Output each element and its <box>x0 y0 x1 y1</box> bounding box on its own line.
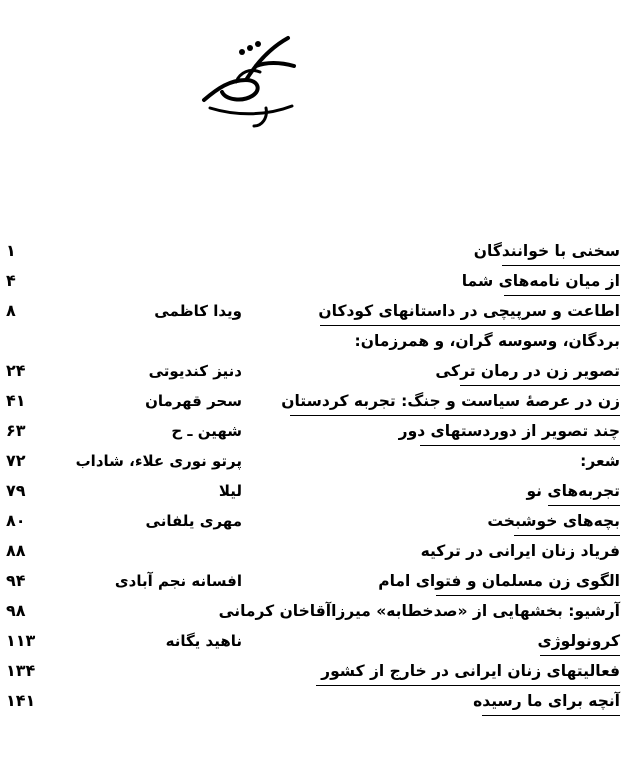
toc-entry[interactable] <box>0 356 628 386</box>
entry-page: ۸۸ <box>6 541 26 560</box>
entry-author: مهری یلفانی <box>145 512 242 530</box>
entry-page: ۴ <box>6 271 16 290</box>
toc-entry[interactable] <box>0 596 628 626</box>
entry-author: سحر قهرمان <box>145 392 242 410</box>
entry-page: ۱۴۱ <box>6 691 36 710</box>
entry-title: زن در عرصهٔ سیاست و جنگ: تجربه کردستان <box>281 392 620 410</box>
toc-entry[interactable] <box>0 266 628 296</box>
toc-entry[interactable] <box>0 416 628 446</box>
entry-author: ناهید یگانه <box>165 632 242 650</box>
entry-page: ۶۳ <box>6 421 26 440</box>
entry-title: فعالیتهای زنان ایرانی در خارج از کشور <box>321 662 620 680</box>
toc-entry[interactable] <box>0 506 628 536</box>
toc-entry[interactable] <box>0 626 628 656</box>
toc-entry[interactable] <box>0 536 628 566</box>
entry-author: لیلا <box>218 482 242 500</box>
toc-entry[interactable] <box>0 476 628 506</box>
entry-title: بردگان، وسوسه گران، و همرزمان: <box>354 332 620 350</box>
entry-page: ۸ <box>6 301 16 320</box>
toc-entry[interactable] <box>0 446 628 476</box>
entry-title: اطاعت و سرپیچی در داستانهای کودکان <box>318 302 620 320</box>
entry-page: ۱ <box>6 241 16 260</box>
entry-author: ویدا کاظمی <box>154 302 242 320</box>
entry-title: الگوی زن مسلمان و فتوای امام <box>378 572 620 590</box>
entry-title: از میان نامه‌های شما <box>461 272 620 290</box>
toc-entry[interactable] <box>0 236 628 266</box>
entry-title: آرشیو: بخشهایی از «صدخطابه» میرزاآقاخان کرمانی <box>218 602 620 620</box>
entry-title: تصویر زن در رمان ترکی <box>435 362 620 380</box>
heading-calligraphy <box>196 22 306 132</box>
entry-page: ۱۱۳ <box>6 631 36 650</box>
entry-title: سخنی با خوانندگان <box>473 242 620 260</box>
toc-entry[interactable] <box>0 296 628 326</box>
entry-page: ۹۸ <box>6 601 26 620</box>
entry-page: ۲۴ <box>6 361 26 380</box>
entry-author: دنیز کندیوتی <box>148 362 242 380</box>
entry-title: تجربه‌های نو <box>526 482 620 500</box>
page-heading <box>0 0 1 1</box>
entry-title: چند تصویر از دوردستهای دور <box>398 422 620 440</box>
entry-page: ۷۹ <box>6 481 26 500</box>
entry-page: ۷۲ <box>6 451 26 470</box>
entry-title: کرونولوژی <box>537 632 620 650</box>
toc-list <box>0 236 628 716</box>
entry-page: ۱۳۴ <box>6 661 36 680</box>
entry-author: افسانه نجم آبادی <box>114 572 242 590</box>
toc-entry[interactable] <box>0 686 628 716</box>
toc-entry[interactable] <box>0 656 628 686</box>
toc-entry[interactable] <box>0 326 628 356</box>
title-underline <box>482 715 620 716</box>
toc-entry[interactable] <box>0 386 628 416</box>
toc-entry[interactable] <box>0 566 628 596</box>
entry-page: ۹۴ <box>6 571 26 590</box>
entry-page: ۸۰ <box>6 511 26 530</box>
entry-author: شهین ـ ح <box>171 422 242 440</box>
entry-title: بچه‌های خوشبخت <box>487 512 620 530</box>
entry-title: شعر: <box>580 452 620 470</box>
entry-title: آنچه برای ما رسیده <box>473 692 620 710</box>
entry-page: ۴۱ <box>6 391 26 410</box>
entry-title: فریاد زنان ایرانی در ترکیه <box>420 542 620 560</box>
entry-author: پرتو نوری علاء، شاداب <box>75 452 242 470</box>
